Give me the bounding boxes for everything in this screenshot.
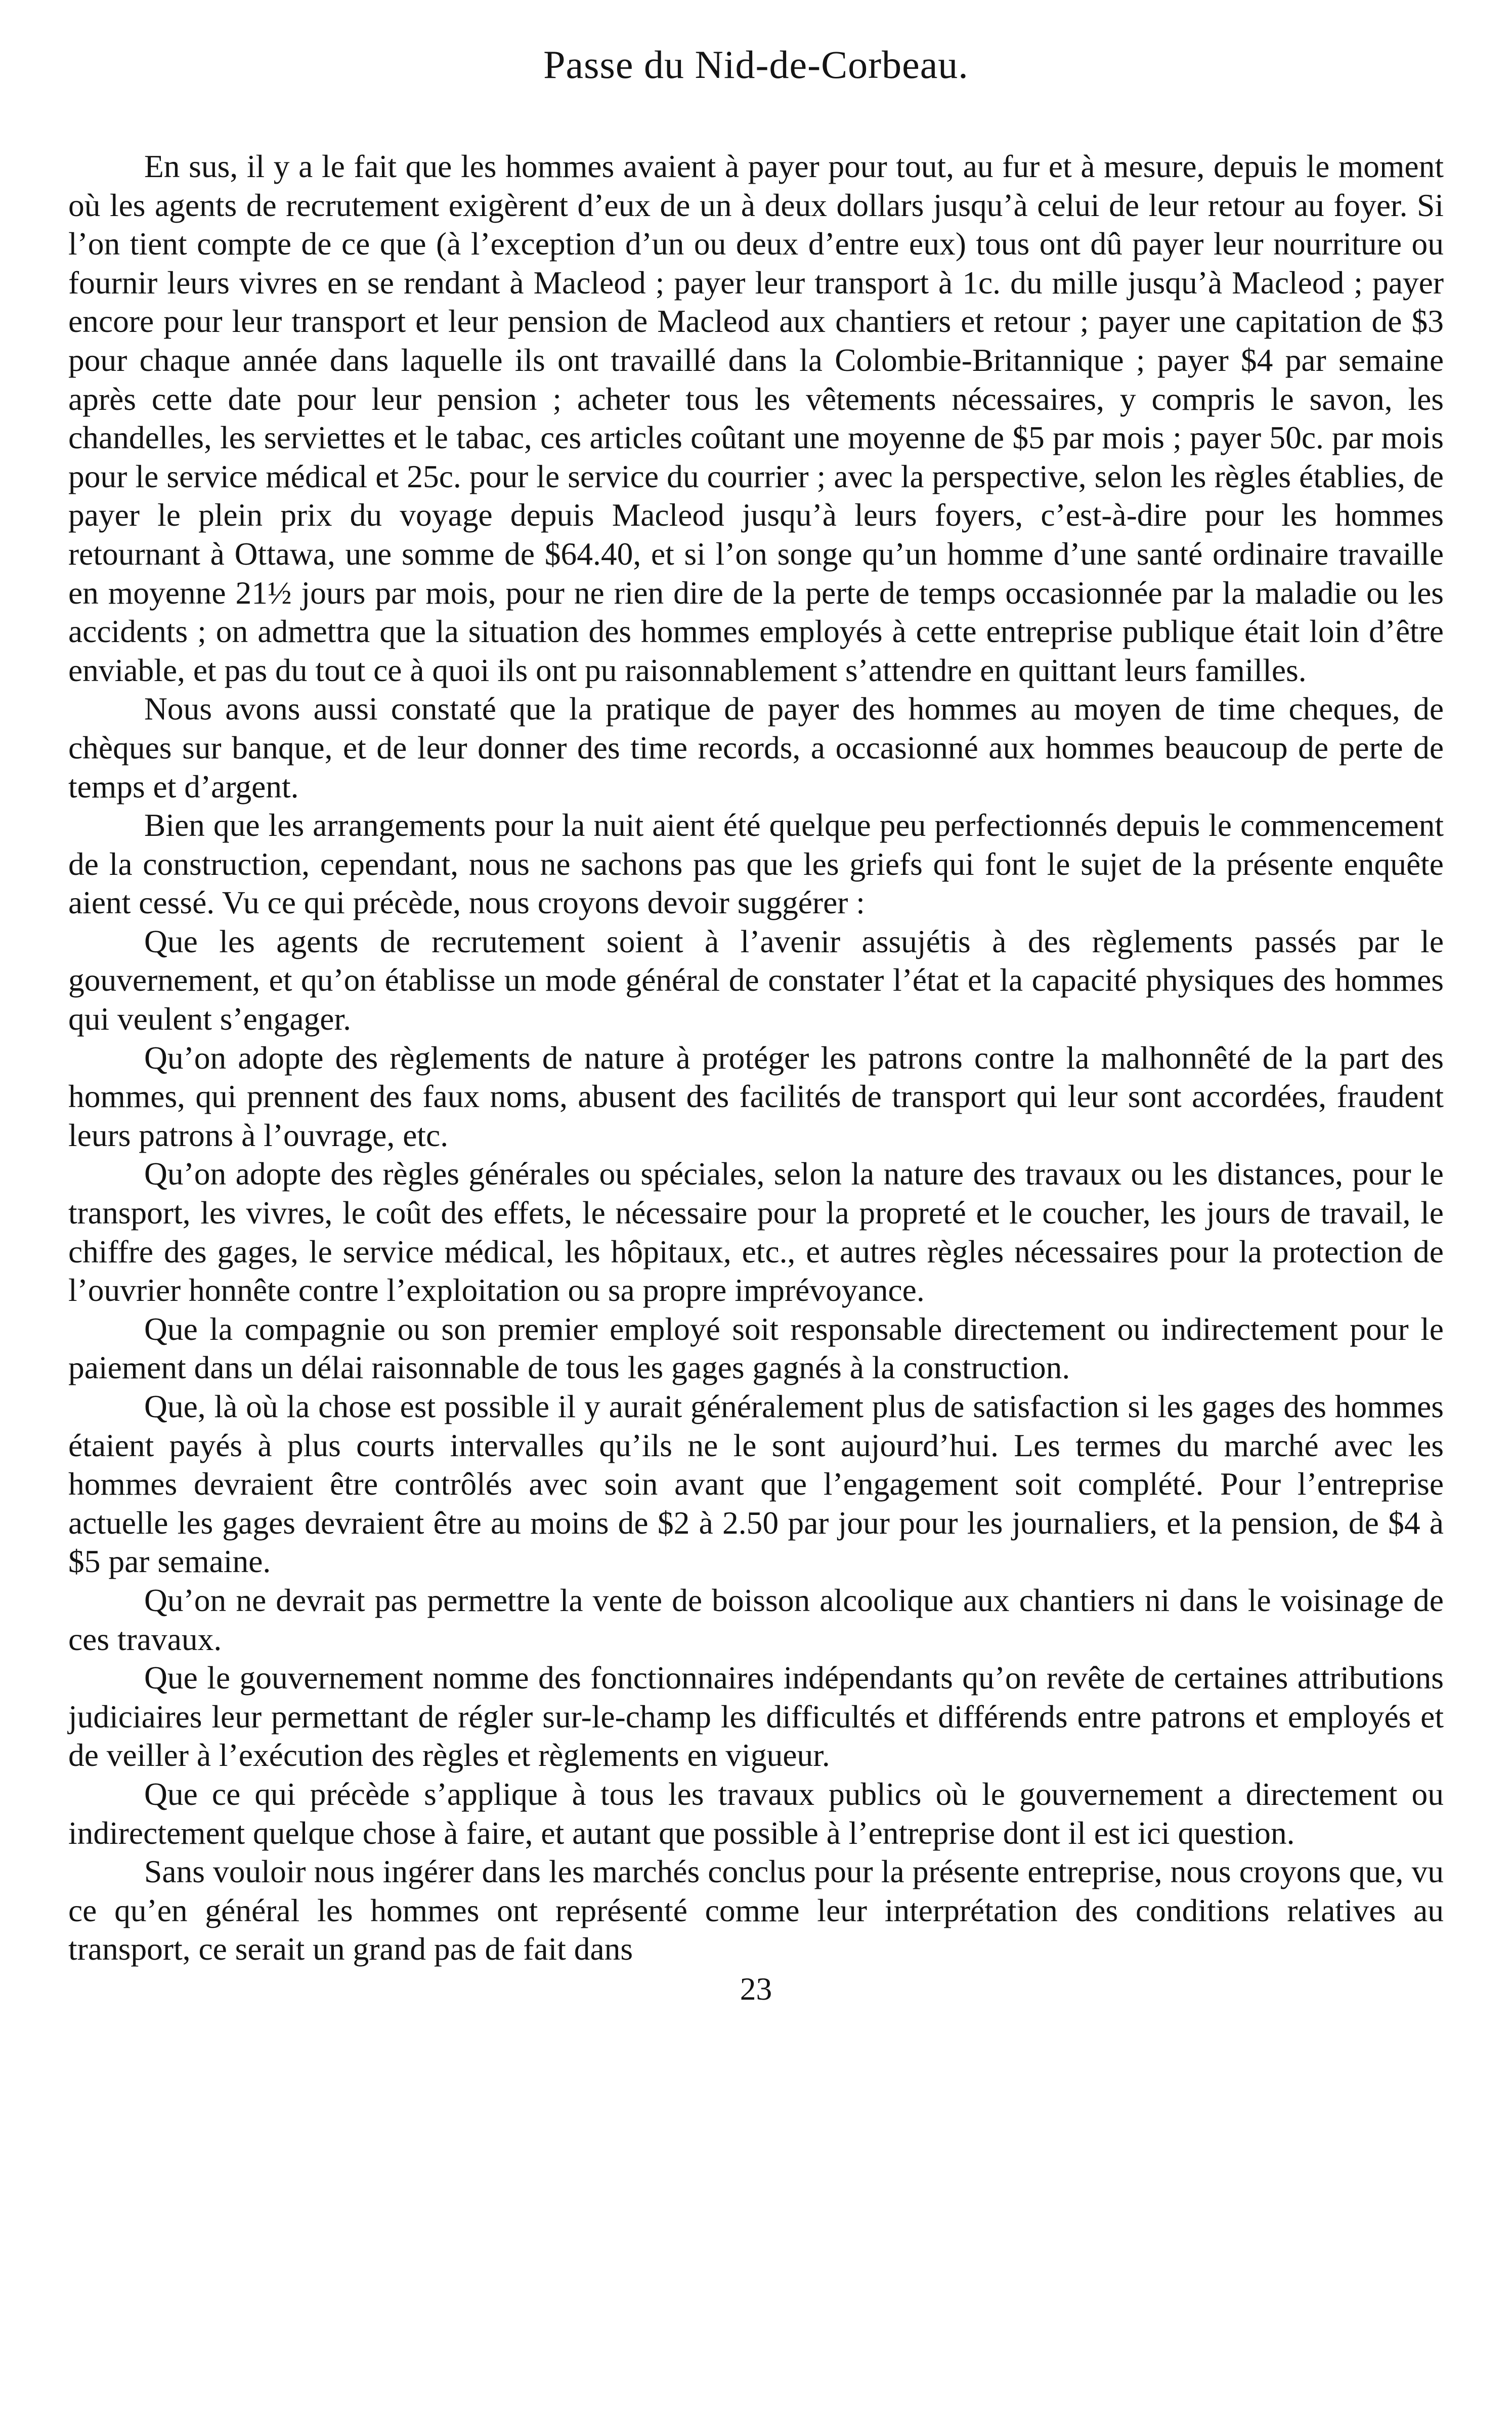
paragraph-employer-protection: Qu’on adopte des règlements de nature à protéger les patrons contre la malhonnêté de la part des hommes, qui prennent des faux noms, abusent des facilités de transport qui leur sont accordées, fraudent leurs patrons à l’ouvrage, etc. [68, 1039, 1444, 1153]
paragraph-alcohol: Qu’on ne devrait pas permettre la vente de boisson alcoolique aux chantiers ni dans le voisinage de ces travaux. [68, 1582, 1444, 1657]
paragraph-general-rules: Qu’on adopte des règles générales ou spéciales, selon la nature des travaux ou les distances, pour le transport, les vivres, le coût des effets, le nécessaire pour la propreté et le coucher, les jours de travail, le chiffre des gages, le service médical, les hôpitaux, etc., et autres règles nécessaires pour la protection de l’ouvrier honnête contre l’exploitation ou sa propre imprévoyance. [68, 1156, 1444, 1308]
paragraph-recruitment-agents: Que les agents de recrutement soient à l’avenir assujétis à des règlements passés par le gouvernement, et qu’on établisse un mode général de constater l’état et la capacité physiques des hommes qui veulent s’engager. [68, 923, 1444, 1037]
document-page [68, 40, 1444, 2368]
paragraph-costs: En sus, il y a le fait que les hommes avaient à payer pour tout, au fur et à mesure, depuis le moment où les agents de recrutement exigèrent d’eux de un à deux dollars jusqu’à celui de leur retour au foyer. Si l’on tient compte de ce que (à l’exception d’un ou deux d’entre eux) tous ont dû payer leur nourriture ou fournir leurs vivres en se rendant à Macleod ; payer leur transport à 1c. du mille jusqu’à Macleod ; payer encore pour leur transport et leur pension de Macleod aux chantiers et retour ; payer une capitation de $3 pour chaque année dans laquelle ils ont travaillé dans la Colombie-Britannique ; payer $4 par semaine après cette date pour leur pension ; acheter tous les vêtements nécessaires, y compris le savon, les chandelles, les serviettes et le tabac, ces articles coûtant une moyenne de $5 par mois ; payer 50c. par mois pour le service médical et 25c. pour le service du courrier ; avec la perspective, selon les règles établies, de payer le plein prix du voyage depuis Macleod jusqu’à leurs foyers, c’est-à-dire pour les hommes retournant à Ottawa, une somme de $64.40, et si l’on songe qu’un homme d’une santé ordinaire travaille en moyenne 21½ jours par mois, pour ne rien dire de la perte de temps occasionnée par la maladie ou les accidents ; on admettra que la situation des hommes employés à cette entreprise publique était loin d’être enviable, et pas du tout ce à quoi ils ont pu raisonnablement s’attendre en quittant leurs familles. [68, 148, 1444, 688]
paragraph-arrangements: Bien que les arrangements pour la nuit aient été quelque peu perfectionnés depuis le commencement de la construction, cependant, nous ne sachons pas que les griefs qui font le sujet de la présente enquête aient cessé. Vu ce qui précède, nous croyons devoir suggérer : [68, 807, 1444, 921]
page-title: Passe du Nid-de-Corbeau. [543, 43, 969, 87]
paragraph-public-works: Que ce qui précède s’applique à tous les travaux publics où le gouvernement a directement ou indirectement quelque chose à faire, et autant que possible à l’entreprise dont il est ici question. [68, 1776, 1444, 1851]
paragraph-officials: Que le gouvernement nomme des fonctionnaires indépendants qu’on revête de certaines attributions judiciaires leur permettant de régler sur-le-champ les difficultés et différends entre patrons et employés et de veiller à l’exécution des règles et règlements en vigueur. [68, 1660, 1444, 1773]
paragraph-company-responsibility: Que la compagnie ou son premier employé soit responsable directement ou indirectement pour le paiement dans un délai raisonnable de tous les gages gagnés à la construction. [68, 1311, 1444, 1386]
paragraph-wage-intervals: Que, là où la chose est possible il y aurait généralement plus de satisfaction si les gages des hommes étaient payés à plus courts intervalles qu’ils ne le sont aujourd’hui. Les termes du marché avec les hommes devraient être contrôlés avec soin avant que l’engagement soit complété. Pour l’entreprise actuelle les gages devraient être au moins de $2 à 2.50 par jour pour les journaliers, et la pension, de $4 à $5 par semaine. [68, 1388, 1444, 1580]
paragraph-time-cheques: Nous avons aussi constaté que la pratique de payer des hommes au moyen de time cheques, de chèques sur banque, et de leur donner des time records, a occasionné aux hommes beaucoup de perte de temps et d’argent. [68, 691, 1444, 805]
page-number: 23 [740, 1970, 772, 2007]
paragraph-transport-contracts: Sans vouloir nous ingérer dans les marchés conclus pour la présente entreprise, nous croyons que, vu ce qu’en général les hommes ont représenté comme leur interprétation des conditions relatives au transport, ce serait un grand pas de fait dans [68, 1853, 1444, 1967]
body-text [68, 147, 1444, 1969]
